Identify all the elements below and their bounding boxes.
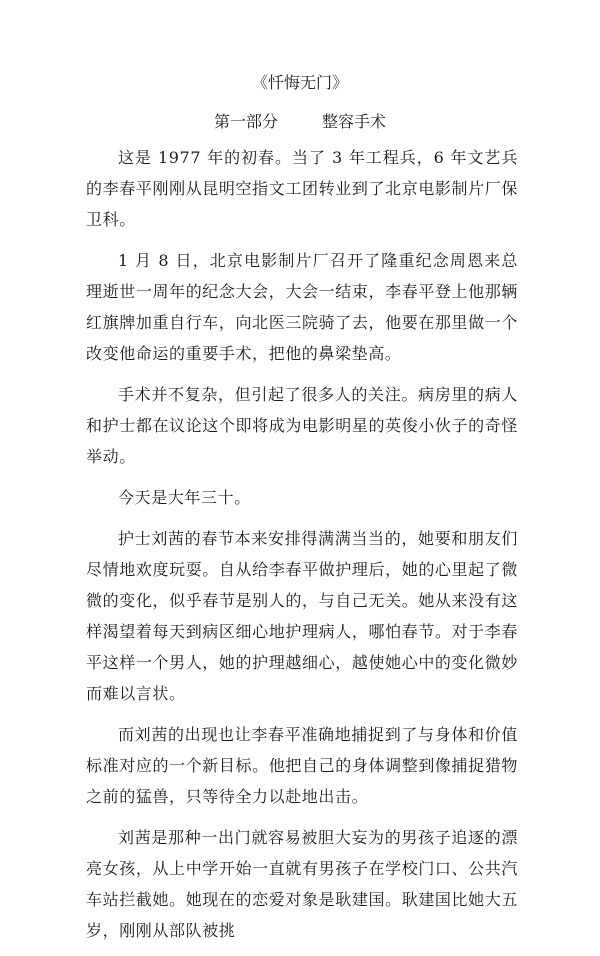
paragraph: 而刘茜的出现也让李春平准确地捕捉到了与身体和价值标准对应的一个新目标。他把自己的身体调整到像捕捉猎物之前的猛兽，只等待全力以赴地出击。 [86,725,518,806]
document-title: 《忏悔无门》 [251,73,348,92]
paragraph: 今天是大年三十。 [118,488,251,507]
chapter-heading [0,111,600,133]
paragraph: 1 月 8 日，北京电影制片厂召开了隆重纪念周恩来总理逝世一周年的纪念大会，大会一结束，李春平登上他那辆红旗牌加重自行车，向北医三院骑了去，他要在那里做一个改变他命运的重要手术，把他的鼻梁垫高。 [86,251,518,363]
paragraph: 这是 1977 年的初春。当了 3 年工程兵，6 年文艺兵的李春平刚刚从昆明空指文工团转业到了北京电影制片厂保卫科。 [86,148,518,229]
chapter-title: 整容手术 [322,112,387,131]
part-label: 第一部分 [213,112,278,131]
paragraph: 手术并不复杂，但引起了很多人的关注。病房里的病人和护士都在议论这个即将成为电影明星的英俊小伙子的奇怪举动。 [86,385,518,466]
paragraph: 护士刘茜的春节本来安排得满满当当的，她要和朋友们尽情地欢度玩耍。自从给李春平做护理后，她的心里起了微微的变化，似乎春节是别人的，与自己无关。她从来没有这样渴望着每天到病区细心地护理病人，哪怕春节。对于李春平这样一个男人，她的护理越细心，越使她心中的变化微妙而难以言状。 [86,529,518,703]
paragraph: 刘茜是那种一出门就容易被胆大妄为的男孩子追逐的漂亮女孩，从上中学开始一直就有男孩子在学校门口、公共汽车站拦截她。她现在的恋爱对象是耿建国。耿建国比她大五岁，刚刚从部队被挑 [86,828,518,940]
body-text [86,142,518,956]
